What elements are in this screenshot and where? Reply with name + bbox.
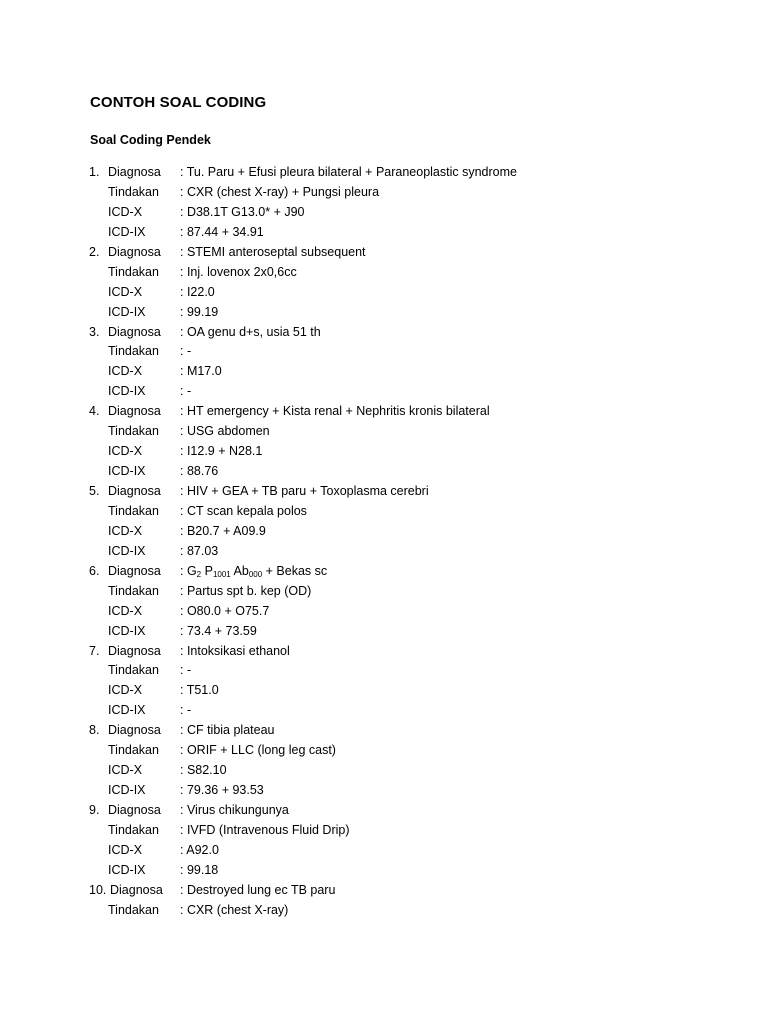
- tindakan-value: : -: [180, 344, 192, 359]
- icdix-label: ICD-IX: [108, 304, 146, 319]
- diagnosa-label: Diagnosa: [108, 484, 161, 498]
- entry-2-tindakan-row: [0, 263, 768, 283]
- tindakan-label: Tindakan: [108, 344, 159, 359]
- icdx-label: ICD-X: [108, 204, 143, 219]
- icdx-label: ICD-X: [108, 284, 143, 299]
- entry-10-tindakan-row: [0, 901, 768, 921]
- icdx-label: ICD-X: [108, 603, 143, 618]
- entry-number: 2.: [89, 244, 100, 259]
- diagnosa-suffix: + Bekas sc: [262, 563, 328, 578]
- icdx-value: : I12.9 + N28.1: [180, 444, 263, 459]
- entry-2-icdx-row: [0, 283, 768, 303]
- entry-7-icdix-row: [0, 701, 768, 721]
- entry-1-diagnosa-row: [0, 163, 768, 183]
- section-subtitle: Soal Coding Pendek: [90, 133, 211, 147]
- tindakan-value: : CXR (chest X-ray): [180, 902, 289, 917]
- icdx-label: ICD-X: [108, 444, 143, 459]
- entry-8-icdx-row: [0, 761, 768, 781]
- diagnosa-value: : CF tibia plateau: [180, 723, 275, 738]
- icdx-value: : M17.0: [180, 364, 222, 379]
- tindakan-value: : CXR (chest X-ray) + Pungsi pleura: [180, 184, 380, 199]
- icdx-label: ICD-X: [108, 763, 143, 778]
- entry-number: 9.: [89, 803, 100, 817]
- tindakan-label: Tindakan: [108, 583, 159, 598]
- diagnosa-label: Diagnosa: [110, 882, 163, 897]
- entry-7-icdx-row: [0, 681, 768, 701]
- tindakan-label: Tindakan: [108, 184, 159, 199]
- icdix-value: : 99.18: [180, 862, 219, 877]
- entry-number: 7.: [89, 643, 100, 658]
- tindakan-value: : CT scan kepala polos: [180, 503, 307, 518]
- entry-9-tindakan-row: [0, 821, 768, 841]
- icdx-value: : I22.0: [180, 284, 215, 299]
- entry-4-tindakan-row: [0, 422, 768, 442]
- entry-9-icdx-row: [0, 841, 768, 861]
- entry-number: 5.: [89, 484, 100, 498]
- entry-number: 6.: [89, 563, 100, 578]
- tindakan-label: Tindakan: [108, 503, 159, 518]
- entry-8-diagnosa-row: [0, 721, 768, 741]
- entry-9-diagnosa-row: [0, 801, 768, 821]
- tindakan-value: : IVFD (Intravenous Fluid Drip): [180, 822, 350, 837]
- tindakan-value: : Inj. lovenox 2x0,6cc: [180, 264, 297, 279]
- icdix-label: ICD-IX: [108, 623, 146, 638]
- icdix-value: : 87.44 + 34.91: [180, 224, 264, 239]
- icdix-value: : 79.36 + 93.53: [180, 783, 264, 798]
- diagnosa-value: : Destroyed lung ec TB paru: [180, 882, 336, 897]
- entry-4-icdx-row: [0, 442, 768, 462]
- icdix-label: ICD-IX: [108, 862, 146, 877]
- diagnosa-value: : Tu. Paru + Efusi pleura bilateral + Paraneoplastic syndrome: [180, 165, 517, 179]
- icdix-value: : 73.4 + 73.59: [180, 623, 257, 638]
- abortus-subscript: 000: [248, 569, 263, 579]
- icdix-label: ICD-IX: [108, 224, 146, 239]
- icdix-label: ICD-IX: [108, 783, 146, 798]
- diagnosa-label: Diagnosa: [108, 244, 161, 259]
- entry-number: 10.: [89, 882, 107, 897]
- icdx-label: ICD-X: [108, 364, 143, 379]
- coding-question-list: [0, 163, 768, 921]
- tindakan-label: Tindakan: [108, 902, 159, 917]
- diagnosa-value: : HIV + GEA + TB paru + Toxoplasma cerebri: [180, 484, 429, 498]
- entry-1-icdix-row: [0, 223, 768, 243]
- diagnosa-value: : STEMI anteroseptal subsequent: [180, 244, 366, 259]
- entry-1-tindakan-row: [0, 183, 768, 203]
- entry-3-diagnosa-row: [0, 323, 768, 343]
- entry-5-tindakan-row: [0, 502, 768, 522]
- gravida-text: : G: [180, 563, 197, 578]
- tindakan-value: : ORIF + LLC (long leg cast): [180, 743, 336, 758]
- entry-7-diagnosa-row: [0, 642, 768, 662]
- entry-8-tindakan-row: [0, 741, 768, 761]
- icdx-value: : S82.10: [180, 763, 227, 778]
- gravida-subscript: 2: [196, 569, 202, 579]
- entry-2-diagnosa-row: [0, 243, 768, 263]
- tindakan-label: Tindakan: [108, 663, 159, 678]
- tindakan-value: : Partus spt b. kep (OD): [180, 583, 312, 598]
- icdx-label: ICD-X: [108, 523, 143, 538]
- icdx-label: ICD-X: [108, 842, 143, 857]
- icdx-value: : D38.1T G13.0* + J90: [180, 204, 305, 219]
- entry-5-diagnosa-row: [0, 482, 768, 502]
- entry-3-tindakan-row: [0, 342, 768, 362]
- tindakan-label: Tindakan: [108, 743, 159, 758]
- diagnosa-value: : Virus chikungunya: [180, 803, 289, 817]
- icdix-value: : 87.03: [180, 543, 219, 558]
- entry-8-icdix-row: [0, 781, 768, 801]
- entry-5-icdix-row: [0, 542, 768, 562]
- diagnosa-label: Diagnosa: [108, 404, 161, 419]
- tindakan-label: Tindakan: [108, 424, 159, 439]
- icdx-value: : O80.0 + O75.7: [180, 603, 270, 618]
- abortus-text: Ab: [230, 563, 249, 578]
- diagnosa-label: Diagnosa: [108, 723, 161, 738]
- para-text: P: [201, 563, 213, 578]
- icdix-label: ICD-IX: [108, 543, 146, 558]
- tindakan-value: : -: [180, 663, 192, 678]
- diagnosa-label: Diagnosa: [108, 643, 161, 658]
- entry-6-icdix-row: [0, 622, 768, 642]
- entry-3-icdx-row: [0, 362, 768, 382]
- tindakan-label: Tindakan: [108, 264, 159, 279]
- diagnosa-value: : Intoksikasi ethanol: [180, 643, 290, 658]
- tindakan-value: : USG abdomen: [180, 424, 270, 439]
- icdix-label: ICD-IX: [108, 703, 146, 718]
- icdix-label: ICD-IX: [108, 464, 146, 479]
- entry-4-icdix-row: [0, 462, 768, 482]
- entry-1-icdx-row: [0, 203, 768, 223]
- diagnosa-label: Diagnosa: [108, 563, 161, 578]
- entry-number: 1.: [89, 165, 100, 179]
- diagnosa-value: : OA genu d+s, usia 51 th: [180, 324, 321, 339]
- diagnosa-label: Diagnosa: [108, 324, 161, 339]
- entry-2-icdix-row: [0, 303, 768, 323]
- entry-number: 8.: [89, 723, 100, 738]
- icdix-value: : 99.19: [180, 304, 219, 319]
- icdx-value: : B20.7 + A09.9: [180, 523, 266, 538]
- icdx-value: : A92.0: [180, 842, 219, 857]
- entry-6-tindakan-row: [0, 582, 768, 602]
- icdix-value: : -: [180, 703, 192, 718]
- icdx-value: : T51.0: [180, 683, 219, 698]
- tindakan-label: Tindakan: [108, 822, 159, 837]
- entry-9-icdix-row: [0, 861, 768, 881]
- entry-7-tindakan-row: [0, 661, 768, 681]
- entry-3-icdix-row: [0, 382, 768, 402]
- entry-6-diagnosa-row: [0, 562, 768, 582]
- diagnosa-label: Diagnosa: [108, 165, 161, 179]
- diagnosa-label: Diagnosa: [108, 803, 161, 817]
- para-subscript: 1001: [212, 569, 231, 579]
- diagnosa-value: [180, 562, 327, 582]
- document-title: CONTOH SOAL CODING: [90, 94, 267, 111]
- entry-10-diagnosa-row: [0, 881, 768, 901]
- icdx-label: ICD-X: [108, 683, 143, 698]
- entry-6-icdx-row: [0, 602, 768, 622]
- icdix-value: : 88.76: [180, 464, 219, 479]
- icdix-value: : -: [180, 384, 192, 399]
- entry-number: 4.: [89, 404, 100, 419]
- icdix-label: ICD-IX: [108, 384, 146, 399]
- diagnosa-value: : HT emergency + Kista renal + Nephritis kronis bilateral: [180, 404, 490, 419]
- entry-number: 3.: [89, 324, 100, 339]
- entry-5-icdx-row: [0, 522, 768, 542]
- entry-4-diagnosa-row: [0, 402, 768, 422]
